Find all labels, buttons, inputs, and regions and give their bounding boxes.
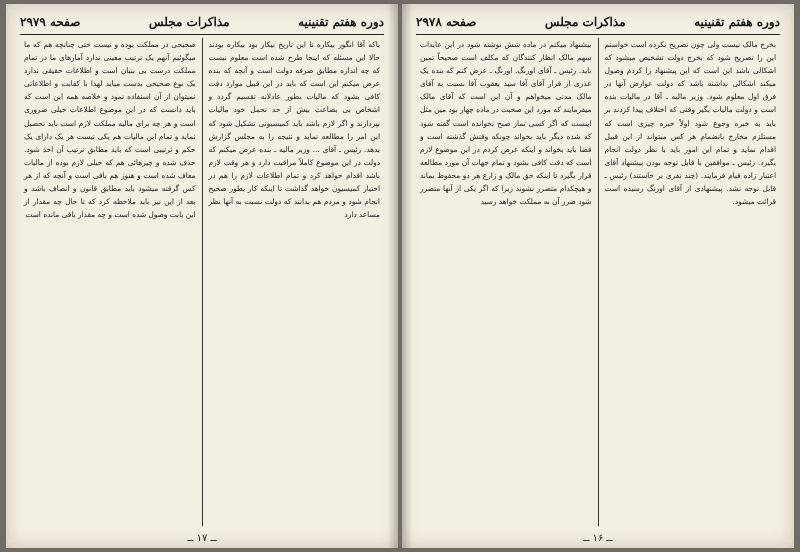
column-text: صحیحی در مملکت بوده و نیست حتی چنانچه هم که ما میگوئیم آنهم یک ترتیب معینی ندارد آمارهای ما در تمام مملکت درست بی بنیان است و اطلاعات حقیقی ندارد یک نوع صحیحی بدست میاید لهذا با کفایت و اطلاعاتی نمیتوان از آن استفاده نمود و خلاصه همه این است که باید دانست که در این موضوع اطلاعات خیلی ضروری است و هر چه برای مالیه مملکت لازم است باید تحصیل نماید و تمام این مالیات هم یکی نیست هر یک دارای یک حکم و ترتیبی است که باید مطابق ترتیب آن اخذ شود. حذف شده و چیزهائی هم که خیلی لازم بوده از مالیات معاف شده است و هنوز هم باقی است و آنچه که از هر کس گرفته میشود باید مطابق قانون و انصاف باشد و بعد از این نیز باید ملاحظه کرد که تا حال چه مقدار از این بابت وصول شده است و چه مقدار باقی مانده است [24,40,196,220]
page-header [20,10,384,35]
page-footer-number: ــ ۱۷ ــ [187,533,217,544]
right-page [402,4,794,548]
text-column-left [414,38,598,526]
session-label: دوره هفتم تقنینیه [298,15,384,29]
text-columns [18,38,386,526]
text-column-right [203,38,387,526]
column-text: بیشنهاد میکنم در ماده شش نوشته شود در این عایدات سهم مالک انظار کنندگان که مکلف است صحیحاً تمین ناید. رئیس ـ آقای اورنگ. اورنگ ـ عرض کنم که بنده یک عذری از قرار آقای آقا سید یعقوب آقا نسبت به آقای مالک مدنی میخواهم و آن این است که آقای مالک میفرمایند که مورد این صحبت در ماده چهار بود مین مثل اینست که اگر کسی نماز صبح نخوانده است گفته شود که شده دیگر باید بخواند چونکه وقتش گذشته است و قضا باید بخواند و اینکه عرض کردم در این موضوع لازم است که دقت کافی بشود و تمام جهات آن مورد مطالعه قرار بگیرد تا اینکه حق مالک و زارع هر دو محفوظ بماند و هیچکدام متضرر نشوند زیرا که اگر یکی از آنها متضرر شود ضرر آن به مملکت خواهد رسید [420,40,592,207]
session-label: دوره هفتم تقنینیه [694,15,780,29]
column-text: باکه آقا انگور بیکاره تا این تاریخ بیکار بود بیکاره بودند حالا این مسئله که اینجا طرح شده است معلوم نیست که چه اندازه مطابق صرفه دولت است و آنچه که بنده عرض میکنم این است که باید در این قبیل موارد دقت کافی بشود که مالیات بطور عادلانه تقسیم گردد و اشخاص بی بضاعت بیش از حد تحمل خود مالیات نپردازند و اگر لازم باشد باید کمیسیونی تشکیل شود که این امر را مطالعه نماید و نتیجه را به مجلس گزارش بدهد. رئیس ـ آقای ... وزیر مالیه ـ بنده عرض میکنم که دولت در این موضوع کاملاً مراقبت دارد و هر وقت لازم باشد اقدام خواهد کرد و تمام اطلاعات لازم را هم در اختیار کمیسیون خواهد گذاشت تا اینکه کار بطور صحیح انجام شود و مردم هم بدانند که دولت نسبت به آنها نظر مساعد دارد [208,40,380,220]
journal-title: مذاکرات مجلس [148,15,230,29]
text-column-right [599,38,783,526]
page-footer-number: ــ ۱۶ ــ [583,533,613,544]
page-gutter-shadow [402,4,412,548]
left-page [6,4,398,548]
text-columns [414,38,782,526]
page-gutter-shadow [388,4,398,548]
column-divider [598,38,599,526]
journal-title: مذاکرات مجلس [544,15,626,29]
column-text: بخرج مالک نیست ولی چون تصریح نکرده است خواستم این را تصریح شود که بخرج دولت تشخیص میشود که اشکالی باشد این است که این پیشنهاد را کردم وصول میکند اشکالی نداشته باشد که دولت عوارض آنها در فرق اول معلوم شود. وزیر مالیه ـ آقا در مالیات بنده است و دولت مالیات بگیر وقتی که اختلاف پیدا کردند بر باید به خبره وجوع شود اولاً خبره چیزی است که مستلزم مخارج بانضمام هر کس میتواند از این قبیل اقدام نماید و تمام این امور باید با نظر دولت انجام بگیرد. رئیس ـ موافقین با قابل توجه بودن پیشنهاد آقای اعتبار زاده قیام فرمایند. (چند نفری بر خاستند) رئیس ـ قابل توجه نشد. پیشنهادی از آقای اورنگ رسیده است قرائت میشود. [604,40,776,207]
text-column-left [18,38,202,526]
page-number-label: صفحه ۲۹۷۸ [416,15,477,29]
column-divider [202,38,203,526]
page-number-label: صفحه ۲۹۷۹ [20,15,81,29]
book-spread [6,4,794,548]
page-header [416,10,780,35]
